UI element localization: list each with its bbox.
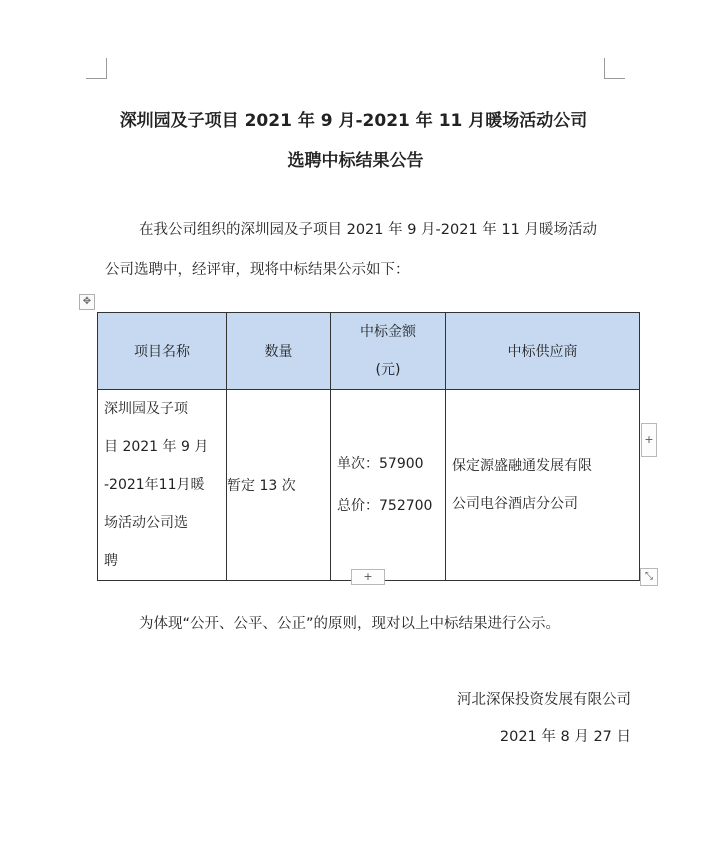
intro-line1: 在我公司组织的深圳园及子项目 2021 年 9 月-2021 年 11 月暖场活动	[139, 222, 597, 238]
page-corner-mark-top-right	[604, 58, 625, 79]
document-title-line1: 深圳园及子项目 2021 年 9 月-2021 年 11 月暖场活动公司	[119, 111, 588, 131]
table-row	[98, 390, 640, 581]
cell-supplier	[446, 390, 640, 581]
table-resize-icon[interactable]: ⤡	[640, 568, 658, 586]
add-column-plus-icon[interactable]: +	[641, 423, 657, 457]
header-project-name: 项目名称	[98, 313, 227, 390]
project-name-line: 聘	[104, 553, 118, 569]
project-name-line: -2021年11月暖	[104, 477, 205, 493]
project-name-line: 深圳园及子项	[104, 401, 188, 417]
header-amount-line1: 中标金额	[360, 324, 416, 340]
cell-project-name	[98, 390, 227, 581]
unit-price: 单次：57900	[337, 456, 424, 472]
table-move-handle-icon[interactable]: ✥	[79, 294, 95, 310]
header-amount-line2: (元)	[375, 362, 401, 378]
signature-organization: 河北深保投资发展有限公司	[457, 692, 631, 708]
cell-quantity: 暂定 13 次	[227, 390, 331, 581]
supplier-line1: 保定源盛融通发展有限	[452, 458, 592, 474]
page-corner-mark-top-left	[86, 58, 107, 79]
bid-result-table	[97, 312, 640, 581]
header-quantity: 数量	[227, 313, 331, 390]
intro-line2: 公司选聘中，经评审，现将中标结果公示如下：	[105, 262, 410, 278]
header-supplier: 中标供应商	[446, 313, 640, 390]
header-amount	[331, 313, 446, 390]
project-name-line: 目 2021 年 9 月	[104, 439, 209, 455]
add-row-plus-icon[interactable]: +	[351, 569, 385, 585]
cell-amount	[331, 390, 446, 581]
supplier-line2: 公司电谷酒店分公司	[452, 496, 578, 512]
table-header-row	[98, 313, 640, 390]
total-price: 总价：752700	[337, 498, 433, 514]
closing-statement: 为体现“公开、公平、公正”的原则，现对以上中标结果进行公示。	[139, 616, 561, 632]
signature-date: 2021 年 8 月 27 日	[499, 729, 631, 745]
project-name-line: 场活动公司选	[104, 515, 188, 531]
document-title-line2: 选聘中标结果公告	[287, 151, 424, 171]
